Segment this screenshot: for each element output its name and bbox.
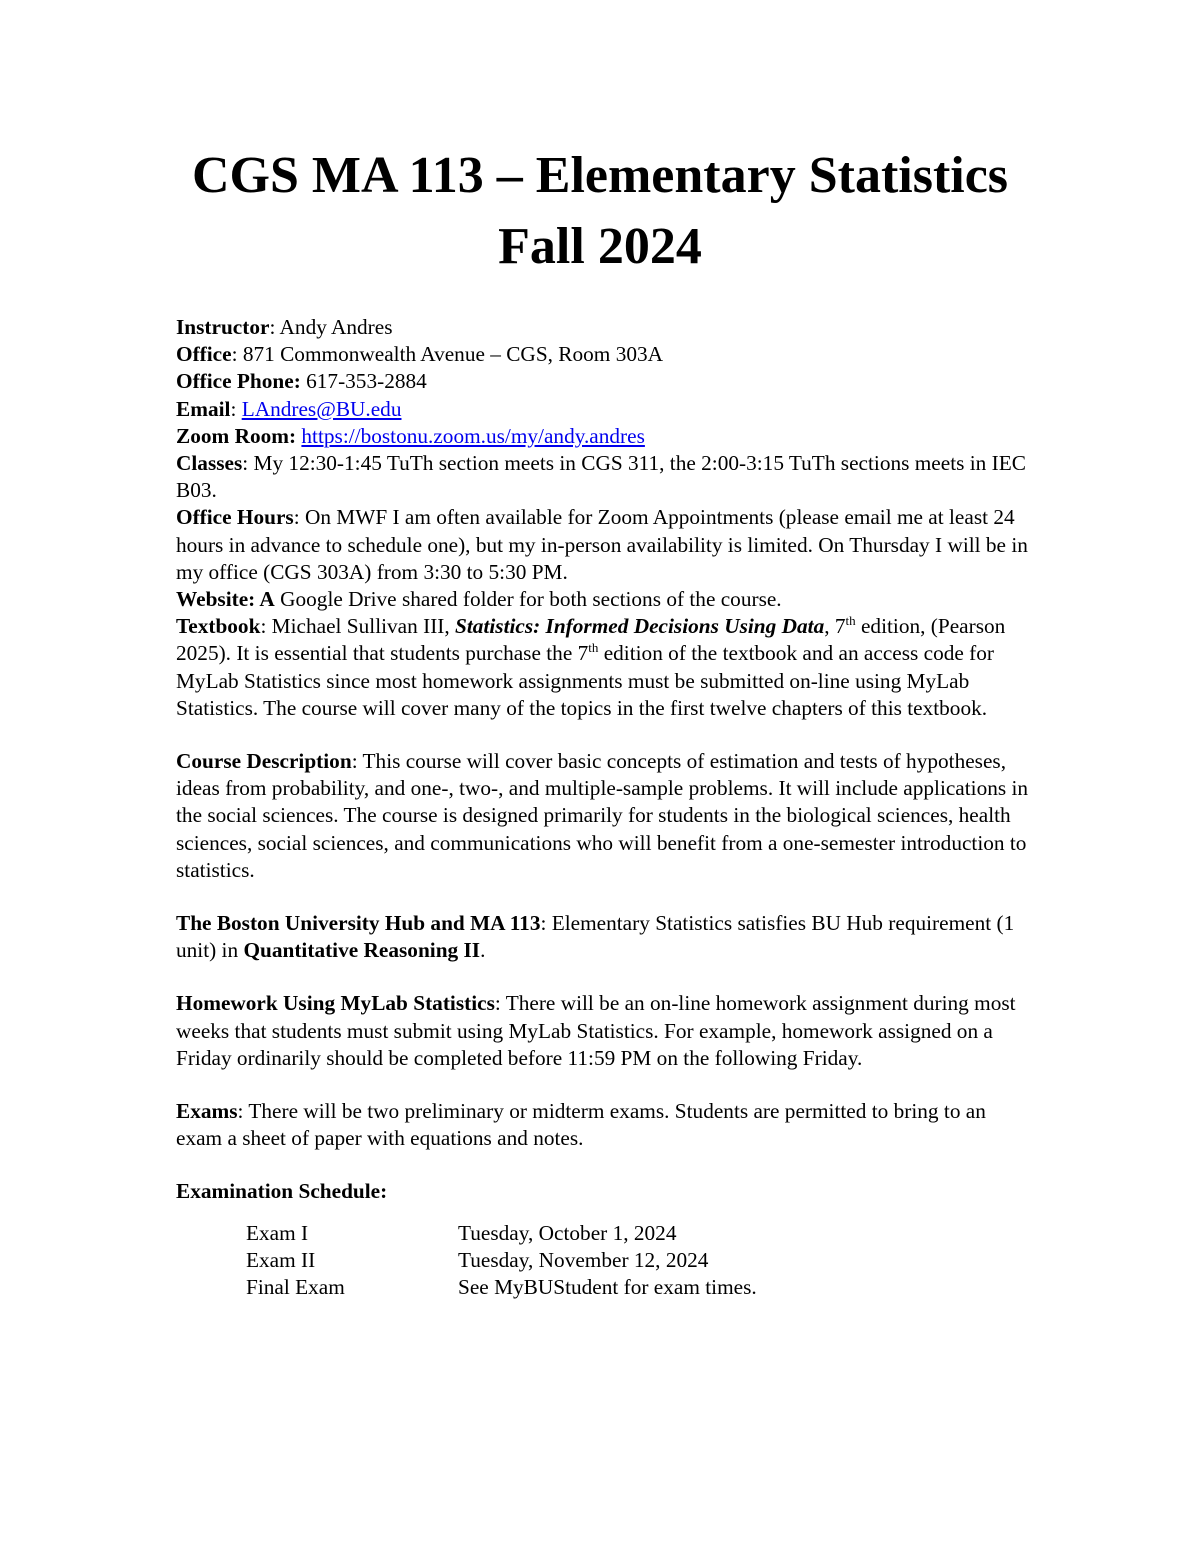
exam-date: See MyBUStudent for exam times.: [458, 1275, 757, 1300]
exam-row: [246, 1247, 1036, 1274]
term-title: Fall 2024: [498, 218, 702, 275]
textbook-title: Statistics: Informed Decisions Using Data: [455, 614, 825, 639]
email-line: [176, 396, 1036, 423]
office-hours-label: Office Hours: [176, 505, 294, 530]
exam-row: [246, 1274, 1036, 1301]
website-line: [176, 586, 1036, 613]
homework-paragraph: [176, 990, 1036, 1072]
hub-requirement: Quantitative Reasoning II: [243, 938, 481, 963]
textbook-details: edition of the textbook and an access code for MyLab Statistics since most homework assignments must be submitted on-line using MyLab Statistics. The course will cover many of the topics in the first twelve chapters of this textbook.: [176, 641, 994, 720]
course-description: [176, 748, 1036, 884]
zoom-link[interactable]: https://bostonu.zoom.us/my/andy.andres: [301, 423, 645, 448]
classes-label: Classes: [176, 451, 243, 476]
syllabus-body: [176, 314, 1036, 1301]
instructor-label: Instructor: [176, 315, 270, 339]
textbook-purchase-superscript: th: [588, 640, 599, 656]
exam-schedule-table: [246, 1220, 1036, 1302]
website-bold-article: A: [255, 587, 275, 612]
zoom-line: [176, 423, 1036, 450]
office-hours-line: [176, 504, 1036, 586]
exams-paragraph: [176, 1098, 1036, 1152]
exam-name: Exam II: [246, 1247, 316, 1272]
textbook-edition-superscript: th: [845, 613, 856, 629]
email-separator: :: [230, 396, 242, 421]
hub-end: .: [480, 938, 486, 963]
website-value: Google Drive shared folder for both sections of the course.: [274, 587, 782, 612]
textbook-line: [176, 613, 1036, 722]
instructor-line: [176, 314, 1036, 341]
hub-label: The Boston University Hub and MA 113: [176, 911, 541, 936]
textbook-author: : Michael Sullivan III,: [260, 614, 456, 639]
phone-value: 617-353-2884: [300, 369, 427, 394]
exam-schedule-heading-text: Examination Schedule:: [176, 1179, 388, 1204]
phone-label: Office Phone:: [176, 369, 301, 394]
textbook-purchase-text: edition, (Pearson 2025). It is essential that students purchase the 7: [176, 614, 1006, 666]
hub-paragraph: [176, 910, 1036, 964]
exam-name: Exam I: [246, 1220, 309, 1245]
section-gap: [176, 884, 1036, 910]
classes-value: : My 12:30-1:45 TuTh section meets in CGS 311, the 2:00-3:15 TuTh sections meets in IEC B03.: [176, 451, 1026, 503]
exam-row: [246, 1220, 1036, 1247]
exams-text: : There will be two preliminary or midterm exams. Students are permitted to bring to an exam a sheet of paper with equations and notes.: [176, 1099, 986, 1151]
section-gap: [176, 722, 1036, 748]
course-description-label: Course Description: [176, 749, 352, 774]
email-link[interactable]: LAndres@BU.edu: [241, 396, 402, 421]
office-label: Office: [176, 342, 232, 367]
office-hours-value: : On MWF I am often available for Zoom Appointments (please email me at least 24 hours in advance to schedule one), but my in-person availability is limited. On Thursday I will be in my office (CGS 303A) from 3:30 to 5:30 PM.: [176, 505, 1028, 584]
website-label: Website:: [176, 587, 256, 612]
homework-label: Homework Using MyLab Statistics: [176, 991, 495, 1016]
hub-text: : Elementary Statistics satisfies BU Hub requirement (1 unit) in: [176, 911, 1015, 963]
exam-date: Tuesday, October 1, 2024: [458, 1220, 677, 1245]
exams-label: Exams: [176, 1099, 238, 1124]
exam-schedule-heading: [176, 1178, 1036, 1205]
textbook-edition-text: , 7: [824, 614, 846, 639]
phone-line: [176, 368, 1036, 395]
textbook-label: Textbook: [176, 614, 261, 639]
homework-text: : There will be an on-line homework assignment during most weeks that students must submit using MyLab Statistics. For example, homework assigned on a Friday ordinarily should be completed before 11:59 PM on the following Friday.: [176, 991, 1016, 1070]
exam-name: Final Exam: [246, 1275, 345, 1300]
email-label: Email: [176, 396, 231, 421]
office-line: [176, 341, 1036, 368]
section-gap: [176, 1152, 1036, 1178]
zoom-label: Zoom Room:: [176, 423, 297, 448]
section-gap: [176, 964, 1036, 990]
course-title: CGS MA 113 – Elementary Statistics: [191, 147, 1009, 204]
section-gap: [176, 1072, 1036, 1098]
course-description-text: : This course will cover basic concepts of estimation and tests of hypotheses, ideas from probability, and one-, two-, and multiple-sample problems. It will include applications in the social sciences. The course is designed primarily for students in the biological sciences, health sciences, social sciences, and communications who will benefit from a one-semester introduction to statistics.: [176, 749, 1029, 882]
office-value: : 871 Commonwealth Avenue – CGS, Room 303A: [231, 342, 664, 367]
instructor-value: : Andy Andres: [269, 315, 393, 339]
classes-line: [176, 450, 1036, 504]
exam-date: Tuesday, November 12, 2024: [458, 1247, 709, 1272]
